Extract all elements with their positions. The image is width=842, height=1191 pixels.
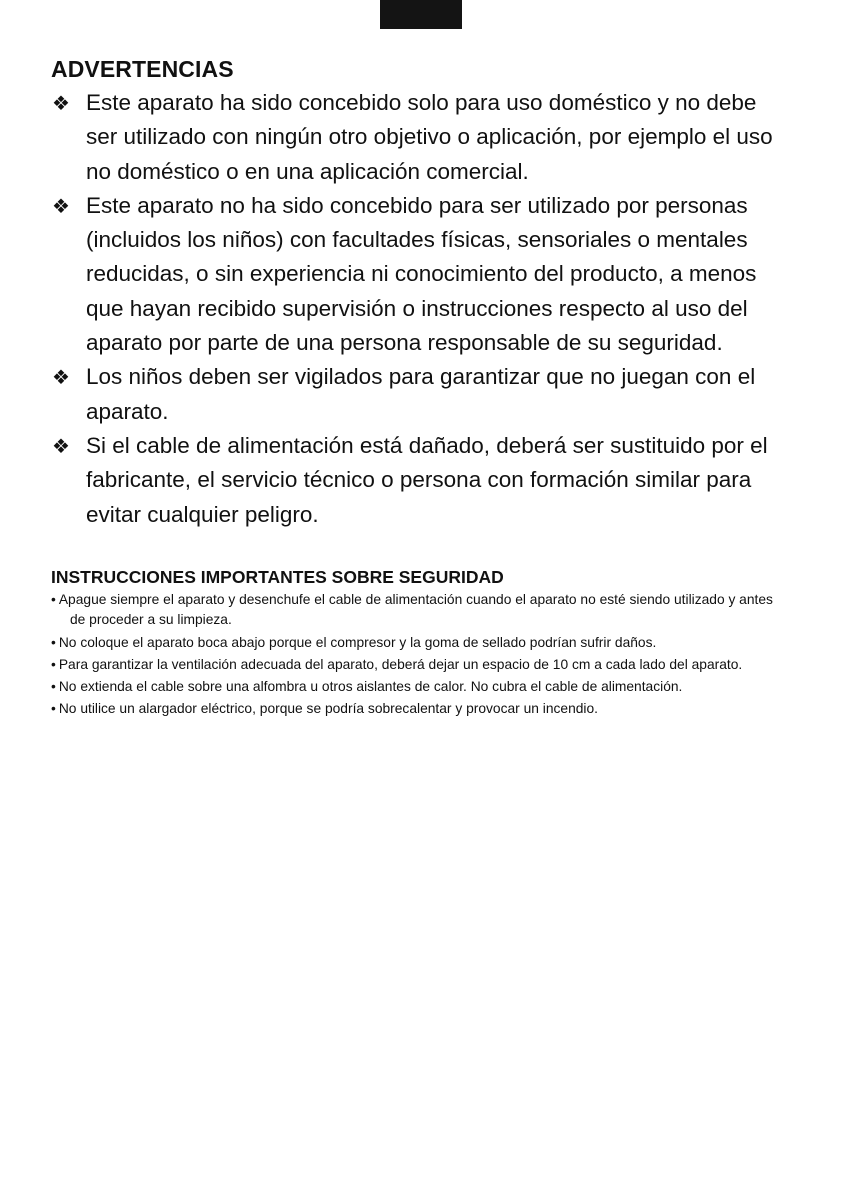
bullet-icon: • xyxy=(51,634,56,650)
four-diamond-bullet-icon: ❖ xyxy=(52,193,70,218)
safety-heading: INSTRUCCIONES IMPORTANTES SOBRE SEGURIDAD xyxy=(51,566,504,587)
safety-text: No extienda el cable sobre una alfombra u otros aislantes de calor. No cubra el cable de alimentación. xyxy=(58,678,683,694)
warning-text: Si el cable de alimentación está dañado, deberá ser sustituido por el fabricante, el servicio técnico o persona con formación similar para evitar cualquier peligro. xyxy=(86,432,768,527)
warning-item xyxy=(51,360,791,429)
warnings-heading: ADVERTENCIAS xyxy=(51,56,234,82)
warnings-list xyxy=(51,86,791,532)
safety-text: No coloque el aparato boca abajo porque el compresor y la goma de sellado podrían sufrir daños. xyxy=(58,634,657,650)
bullet-icon: • xyxy=(51,700,56,716)
safety-list xyxy=(51,590,791,720)
safety-item xyxy=(51,677,791,698)
safety-item xyxy=(51,655,791,676)
safety-text: No utilice un alargador eléctrico, porque se podría sobrecalentar y provocar un incendio. xyxy=(58,700,599,716)
warning-text: Los niños deben ser vigilados para garantizar que no juegan con el aparato. xyxy=(86,364,756,424)
bullet-icon: • xyxy=(51,591,56,607)
four-diamond-bullet-icon: ❖ xyxy=(52,433,70,458)
safety-item xyxy=(51,699,791,720)
warning-text: Este aparato no ha sido concebido para ser utilizado por personas (incluidos los niños) con facultades físicas, sensoriales o mentales reducidas, o sin experiencia ni conocimiento del producto, a menos que hayan recibido supervisión o instrucciones respecto al uso del aparato por parte de una persona responsable de su seguridad. xyxy=(86,192,757,356)
page-header-tab xyxy=(380,0,462,29)
bullet-icon: • xyxy=(51,656,56,672)
warning-item xyxy=(51,429,791,532)
safety-text: Para garantizar la ventilación adecuada del aparato, deberá dejar un espacio de 10 cm a cada lado del aparato. xyxy=(58,656,743,672)
bullet-icon: • xyxy=(51,678,56,694)
four-diamond-bullet-icon: ❖ xyxy=(52,91,70,115)
safety-item xyxy=(51,633,791,654)
four-diamond-bullet-icon: ❖ xyxy=(52,365,70,390)
warning-text: Este aparato ha sido concebido solo para uso doméstico y no debe ser utilizado con ningún otro objetivo o aplicación, por ejemplo el uso no doméstico o en una aplicación comercial. xyxy=(86,90,773,184)
document-page xyxy=(51,52,791,721)
warning-item xyxy=(51,86,791,189)
safety-text: Apague siempre el aparato y desenchufe el cable de alimentación cuando el aparato no esté siendo utilizado y antes de proceder a su limpieza. xyxy=(58,591,773,628)
safety-item xyxy=(51,590,791,631)
warning-item xyxy=(51,189,791,360)
